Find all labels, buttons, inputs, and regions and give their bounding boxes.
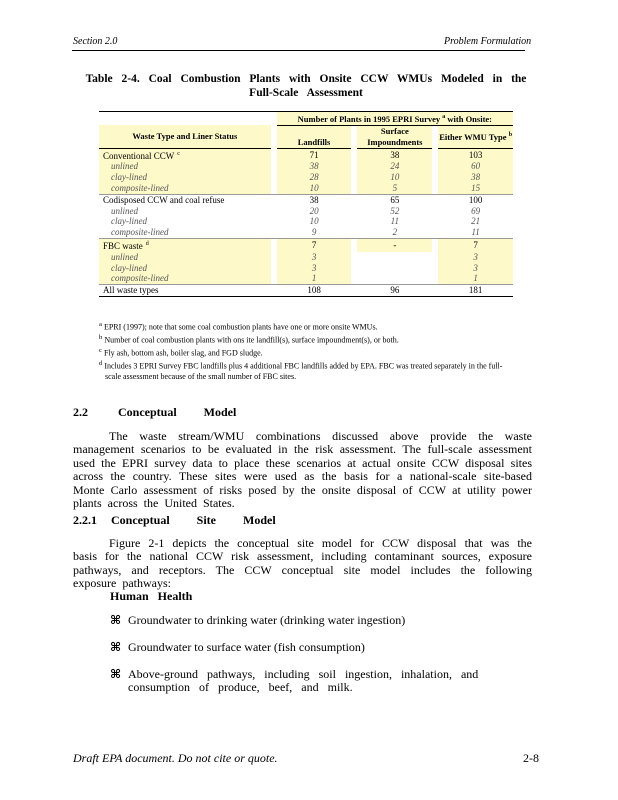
- row-label: clay-lined: [99, 263, 271, 274]
- row-label: Codisposed CCW and coal refuse: [99, 194, 271, 205]
- value-cell: 21: [471, 216, 481, 227]
- value-cell: 38: [438, 172, 513, 183]
- value-cell: 5: [357, 183, 432, 194]
- value-cell: [357, 252, 432, 263]
- col-surface: Surface Impoundments: [357, 125, 432, 148]
- value-cell: 1: [438, 273, 513, 284]
- row-label: All waste types: [99, 285, 271, 297]
- table-row: [99, 227, 513, 238]
- value-cell: 15: [438, 183, 513, 194]
- value-cell: 28: [277, 172, 352, 183]
- value-cell: [357, 273, 432, 284]
- value-cell: 38: [357, 148, 432, 161]
- value-cell: 103: [438, 148, 513, 161]
- value-cell: 96: [357, 285, 432, 297]
- value-cell: 38: [277, 161, 352, 172]
- row-label: composite-lined: [99, 183, 271, 194]
- row-label: Conventional CCW $^c$: [99, 148, 271, 161]
- human-health-subheading: Human Health: [110, 589, 193, 603]
- value-cell: 2: [392, 227, 398, 238]
- table-row: [99, 206, 513, 217]
- value-cell: -: [357, 239, 432, 252]
- table-row: [99, 148, 513, 161]
- value-cell: [357, 263, 432, 274]
- value-cell: 10: [277, 183, 352, 194]
- row-label: unlined: [111, 205, 138, 216]
- value-cell: 1: [277, 273, 352, 284]
- table-row: [99, 252, 513, 263]
- table-row: [99, 183, 513, 194]
- row-label: unlined: [99, 252, 271, 263]
- value-cell: 71: [277, 148, 352, 161]
- value-cell: 24: [357, 161, 432, 172]
- row-label: clay-lined: [99, 172, 271, 183]
- table-row-total: [99, 285, 513, 297]
- footnote: $^d$ Includes 3 EPRI Survey FBC landfills plus 4 additional FBC landfills added by EPA. FBC was treated separately in the full- scale assessment because of the small number of FBC sites.: [99, 359, 503, 381]
- value-cell: 181: [438, 285, 513, 297]
- value-cell: 20: [309, 205, 319, 216]
- table-row: [99, 273, 513, 284]
- col-either: Either WMU Type $^b$: [438, 125, 513, 148]
- value-cell: 3: [277, 252, 352, 263]
- row-label: FBC waste $^d$: [99, 239, 271, 252]
- value-cell: 3: [438, 252, 513, 263]
- table-caption: Table 2-4. Coal Combustion Plants with Onsite CCW WMUs Modeled in the Full-Scale Assessment: [85, 73, 527, 99]
- bullet-icon: ⌘: [110, 640, 122, 654]
- col-waste-type: Waste Type and Liner Status: [99, 125, 271, 148]
- footnote: $^a$ EPRI (1997); note that some coal combustion plants have one or more onsite WMUs.: [99, 321, 378, 332]
- plants-table: [99, 111, 513, 297]
- footer-note: Draft EPA document. Do not cite or quote.: [73, 751, 278, 765]
- row-label: composite-lined: [111, 227, 169, 238]
- value-cell: 7: [438, 239, 513, 252]
- value-cell: 9: [311, 227, 317, 238]
- table-row: [99, 172, 513, 183]
- value-cell: 3: [277, 263, 352, 274]
- table-footnotes: [99, 320, 519, 382]
- value-cell: 10: [357, 172, 432, 183]
- bullet-icon: ⌘: [110, 667, 122, 681]
- value-cell: 10: [309, 216, 319, 227]
- value-cell: 100: [438, 194, 513, 205]
- table-row: [99, 239, 513, 252]
- table-row: [99, 161, 513, 172]
- header-title: Problem Formulation: [444, 36, 532, 47]
- header-rule: [72, 50, 525, 51]
- value-cell: 60: [438, 161, 513, 172]
- value-cell: 7: [277, 239, 352, 252]
- value-cell: 38: [277, 194, 352, 205]
- col-landfills: Landfills: [277, 125, 352, 148]
- section-heading: 2.2 Conceptual Model: [73, 405, 237, 419]
- row-label: clay-lined: [111, 216, 147, 227]
- subsection-heading: 2.2.1 Conceptual Site Model: [73, 513, 276, 527]
- row-label: composite-lined: [99, 273, 271, 284]
- table-row: [99, 216, 513, 227]
- table-body: [99, 148, 513, 296]
- subsection-paragraph: Figure 2-1 depicts the conceptual site model for CCW disposal that was the basis for the national CCW risk assessment, including contaminant sources, exposure pathways, and receptors. The CCW conceptual site model includes the following exposure pathways:: [73, 536, 532, 591]
- table-row: [99, 263, 513, 274]
- row-label: unlined: [99, 161, 271, 172]
- footnote: $^b$ Number of coal combustion plants with ons ite landfill(s), surface impoundment(s), or both.: [99, 333, 399, 345]
- value-cell: 52: [390, 205, 400, 216]
- value-cell: 11: [390, 216, 399, 227]
- page-number: 2-8: [523, 751, 539, 765]
- table-row: [99, 194, 513, 205]
- footnote: $^c$ Fly ash, bottom ash, boiler slag, and FGD sludge.: [99, 346, 263, 358]
- value-cell: 65: [357, 194, 432, 205]
- header-section: Section 2.0: [73, 36, 118, 47]
- group-header: Number of Plants in 1995 EPRI Survey $^a$ with Onsite:: [277, 112, 513, 126]
- value-cell: 11: [471, 227, 480, 238]
- bullet-icon: ⌘: [110, 613, 122, 627]
- section-paragraph: The waste stream/WMU combinations discussed above provide the waste management scenarios to be evaluated in the risk assessment. The full-scale assessment used the EPRI survey data to place these scenarios at actual onsite CCW disposal sites across the country. These sites were used as the basis for a national-scale site-based Monte Carlo assessment of risks posed by the onsite disposal of CCW at utility power plants across the United States.: [73, 429, 532, 511]
- value-cell: 69: [471, 205, 481, 216]
- value-cell: 3: [438, 263, 513, 274]
- value-cell: 108: [277, 285, 352, 297]
